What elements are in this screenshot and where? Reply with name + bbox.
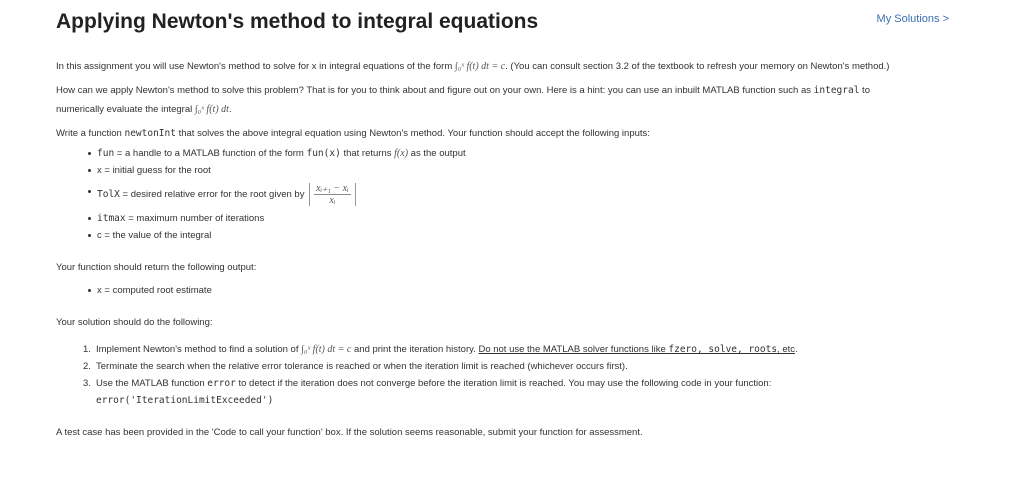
integral-equation-math: ∫₀ˣ f(t) dt = c [454,61,506,72]
hint-paragraph [56,81,916,119]
integral-math: ∫₀ˣ f(t) dt [194,104,229,115]
list-item [97,210,916,227]
step-number: 2. [83,361,91,373]
intro-text: In this assignment you will use Newton's method to solve for x in integral equations of the form [56,61,455,72]
output-heading: Your function should return the following output: [56,262,257,274]
newtonint-code: newtonInt [124,128,176,139]
formula-denominator: xᵢ [329,195,336,206]
itmax-text: = maximum number of iterations [125,213,265,225]
list-item [97,227,916,244]
fun-text-3: as the output [408,148,466,159]
tolx-code: TolX [97,189,120,201]
function-text-2: that solves the above integral equation using Newton's method. Your function should accept the following inputs: [175,128,650,139]
inputs-list [56,145,916,244]
error-snippet-code: error('IterationLimitExceeded') [96,395,274,407]
step1-text-3: . [795,344,798,356]
footer-note: A test case has been provided in the 'Code to call your function' box. If the solution seems reasonable, submit your function for assessment. [56,427,643,439]
list-item [97,162,916,179]
fx-math: f(x) [394,148,409,159]
list-item [97,282,916,299]
list-item [83,358,916,375]
step3-text-2: to detect if the iteration does not converge before the iteration limit is reached. You may use the following code in your function: [235,378,772,390]
hint-text: How can we apply Newton's method to solve this problem? That is for you to think about and figure out on your own. Here is a hint: you can use an inbuilt MATLAB function such as [56,85,814,96]
fun-code: fun [97,148,115,159]
integral-code: integral [813,85,860,96]
my-solutions-link[interactable]: My Solutions > [876,13,949,25]
fun-text: = a handle to a MATLAB function of the form [114,148,307,159]
step1-text-2: and print the iteration history. [351,344,479,356]
function-paragraph [56,125,916,142]
list-item [83,341,916,358]
intro-text-2: . (You can consult section 3.2 of the textbook to refresh your memory on Newton's method.) [505,61,890,72]
hint-text-3: . [228,104,232,115]
fun-x-code: fun(x) [306,148,341,159]
hint-text-2: to numerically evaluate the integral [56,85,870,115]
assignment-description [56,57,916,441]
steps-list [56,341,916,409]
step1-warning: Do not use the MATLAB solver functions like [478,344,669,356]
formula-numerator: xᵢ₊₁ − xᵢ [316,183,349,194]
list-item [83,375,916,409]
outputs-list [56,282,916,299]
step1-math: ∫₀ˣ f(t) dt = c [301,344,352,356]
step1-text: Implement Newton's method to find a solution of [96,344,302,356]
step3-text: Use the MATLAB function [96,378,208,390]
list-item [97,145,916,162]
relative-error-formula [309,183,356,206]
tolx-text: = desired relative error for the root given by [119,189,308,201]
solver-functions-code: fzero, solve, roots [668,344,778,356]
list-item [97,183,916,207]
x-input-text: x = initial guess for the root [97,165,211,176]
error-code: error [207,378,236,390]
itmax-code: itmax [97,213,126,225]
step1-warning-2: , etc [777,344,795,356]
c-input-text: c = the value of the integral [97,230,212,242]
x-output-text: x = computed root estimate [97,285,212,297]
intro-paragraph [56,57,916,76]
step2-text: Terminate the search when the relative error tolerance is reached or when the iteration limit is reached (whichever occurs first). [96,361,628,373]
fun-text-2: that returns [340,148,395,159]
step-number: 3. [83,378,91,390]
function-text: Write a function [56,128,125,139]
step-number: 1. [83,344,91,356]
page-title: Applying Newton's method to integral equations [56,10,539,33]
solution-heading: Your solution should do the following: [56,317,213,329]
